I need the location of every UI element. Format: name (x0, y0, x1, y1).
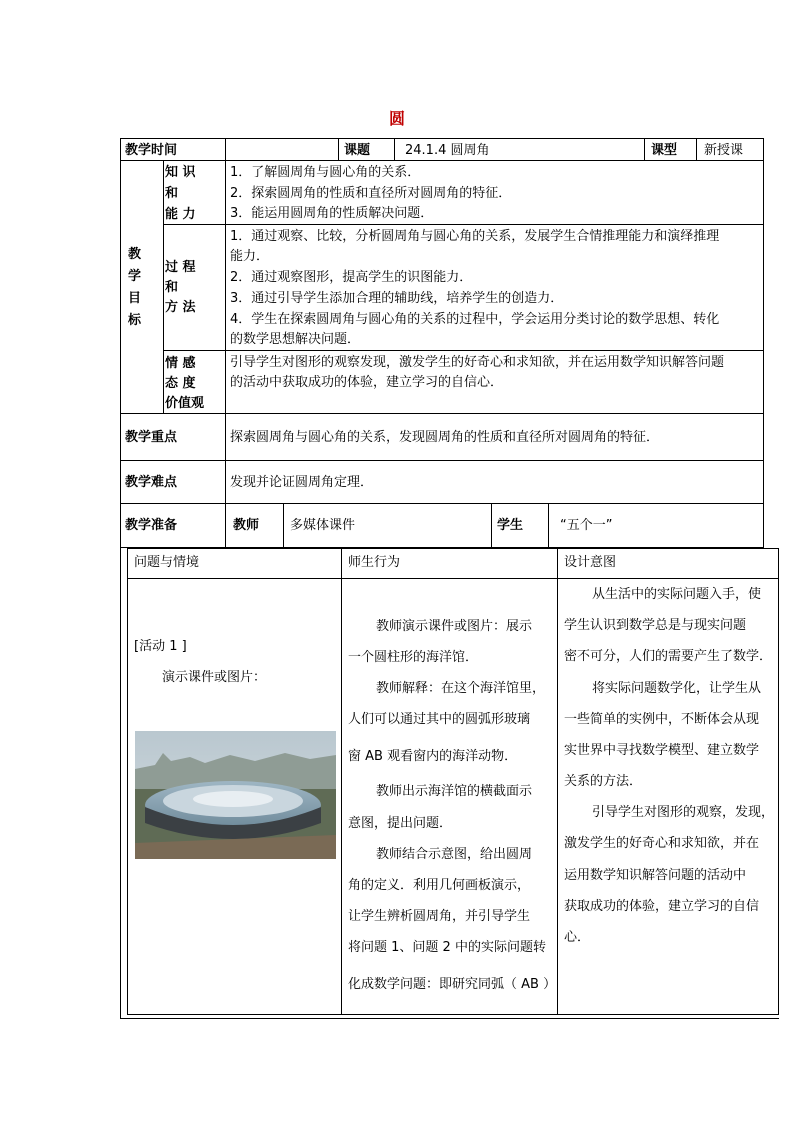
emotion-label: 情 感 (165, 356, 196, 371)
objectives-label-char: 教 (128, 247, 142, 262)
process-item: 1．通过观察、比较，分析圆周角与圆心角的关系，发展学生合情推理能力和演绎推理 (230, 229, 720, 244)
intent-line: 激发学生的好奇心和求知欲，并在 (564, 836, 760, 851)
teaching-time-label: 教学时间 (125, 143, 178, 158)
objectives-label-char: 标 (128, 313, 142, 328)
process-item: 的数学思想解决问题． (230, 332, 361, 347)
knowledge-label: 能 力 (165, 207, 196, 222)
intent-line: 将实际问题数学化，让学生从 (592, 681, 762, 696)
teacher-prep-value: 多媒体课件 (290, 518, 356, 533)
teacher-line: 教师演示课件或图片：展示 (376, 619, 533, 634)
knowledge-item: 2．探索圆周角的性质和直径所对圆周角的特征． (230, 186, 512, 201)
process-label: 过 程 (165, 260, 196, 275)
knowledge-label: 知 识 (165, 165, 196, 180)
column-header: 设计意图 (564, 555, 617, 570)
column-header: 师生行为 (348, 555, 401, 570)
difficulty-value: 发现并论证圆周角定理． (230, 475, 374, 490)
aquarium-photo (135, 731, 336, 859)
key-point-value: 探索圆周角与圆心角的关系，发现圆周角的性质和直径所对圆周角的特征． (230, 430, 660, 445)
teacher-label: 教师 (233, 518, 260, 533)
teacher-line: 一个圆柱形的海洋馆． (348, 650, 479, 665)
intent-line: 获取成功的体验，建立学习的自信 (564, 899, 760, 914)
process-item: 3．通过引导学生添加合理的辅助线，培养学生的创造力． (230, 291, 564, 306)
activity-text: 演示课件或图片： (162, 670, 267, 685)
teacher-line: 将问题 1、问题 2 中的实际问题转 (348, 940, 546, 955)
teacher-line: 人们可以通过其中的圆弧形玻璃 (348, 712, 531, 727)
page-title: 圆 (388, 109, 405, 128)
teacher-line: 让学生辨析圆周角，并引导学生 (348, 909, 531, 924)
teacher-line: 角的定义．利用几何画板演示， (348, 878, 531, 893)
objectives-label-char: 学 (128, 269, 142, 284)
teacher-line: 教师结合示意图，给出圆周 (376, 847, 533, 862)
difficulty-label: 教学难点 (125, 475, 178, 490)
topic-value: 24.1.4 圆周角 (405, 143, 490, 158)
topic-label: 课题 (344, 143, 371, 158)
objectives-label-char: 目 (128, 291, 142, 306)
process-item: 4．学生在探索圆周角与圆心角的关系的过程中，学会运用分类讨论的数学思想、转化 (230, 312, 720, 327)
process-label: 和 (165, 280, 179, 295)
intent-line: 密不可分，人们的需要产生了数学． (564, 649, 773, 664)
emotion-item: 引导学生对图形的观察发现，激发学生的好奇心和求知欲，并在运用数学知识解答问题 (230, 355, 725, 370)
student-label: 学生 (497, 518, 524, 533)
knowledge-item: 3．能运用圆周角的性质解决问题． (230, 206, 434, 221)
teacher-line: 窗 AB 观看窗内的海洋动物． (348, 749, 518, 764)
intent-line: 引导学生对图形的观察，发现， (592, 805, 775, 820)
preparation-label: 教学准备 (125, 518, 178, 533)
intent-line: 关系的方法． (564, 774, 643, 789)
knowledge-item: 1．了解圆周角与圆心角的关系． (230, 165, 421, 180)
intent-line: 运用数学知识解答问题的活动中 (564, 868, 747, 883)
process-item: 2．通过观察图形，提高学生的识图能力． (230, 270, 473, 285)
activity-title: [活动 1 ] (134, 639, 187, 654)
intent-line: 从生活中的实际问题入手，使 (592, 587, 762, 602)
teacher-line: 意图，提出问题． (348, 816, 453, 831)
intent-line: 心． (564, 930, 591, 945)
teacher-line: 教师解释：在这个海洋馆里， (376, 681, 546, 696)
intent-line: 一些简单的实例中，不断体会从现 (564, 712, 760, 727)
emotion-label: 价值观 (165, 396, 205, 411)
knowledge-label: 和 (165, 186, 179, 201)
column-header: 问题与情境 (134, 555, 200, 570)
intent-line: 学生认识到数学总是与现实问题 (564, 618, 747, 633)
lesson-type-label: 课型 (651, 143, 678, 158)
intent-line: 实世界中寻找数学模型、建立数学 (564, 743, 760, 758)
teacher-line: 化成数学问题：即研究同弧（ AB ） (348, 977, 557, 992)
emotion-item: 的活动中获取成功的体验，建立学习的自信心． (230, 375, 504, 390)
process-item: 能力． (230, 249, 270, 264)
teacher-line: 教师出示海洋馆的横截面示 (376, 784, 533, 799)
lesson-type-value: 新授课 (704, 143, 744, 158)
process-label: 方 法 (165, 300, 196, 315)
key-point-label: 教学重点 (125, 430, 178, 445)
emotion-label: 态 度 (165, 376, 196, 391)
student-prep-value: “五个一” (560, 518, 613, 533)
